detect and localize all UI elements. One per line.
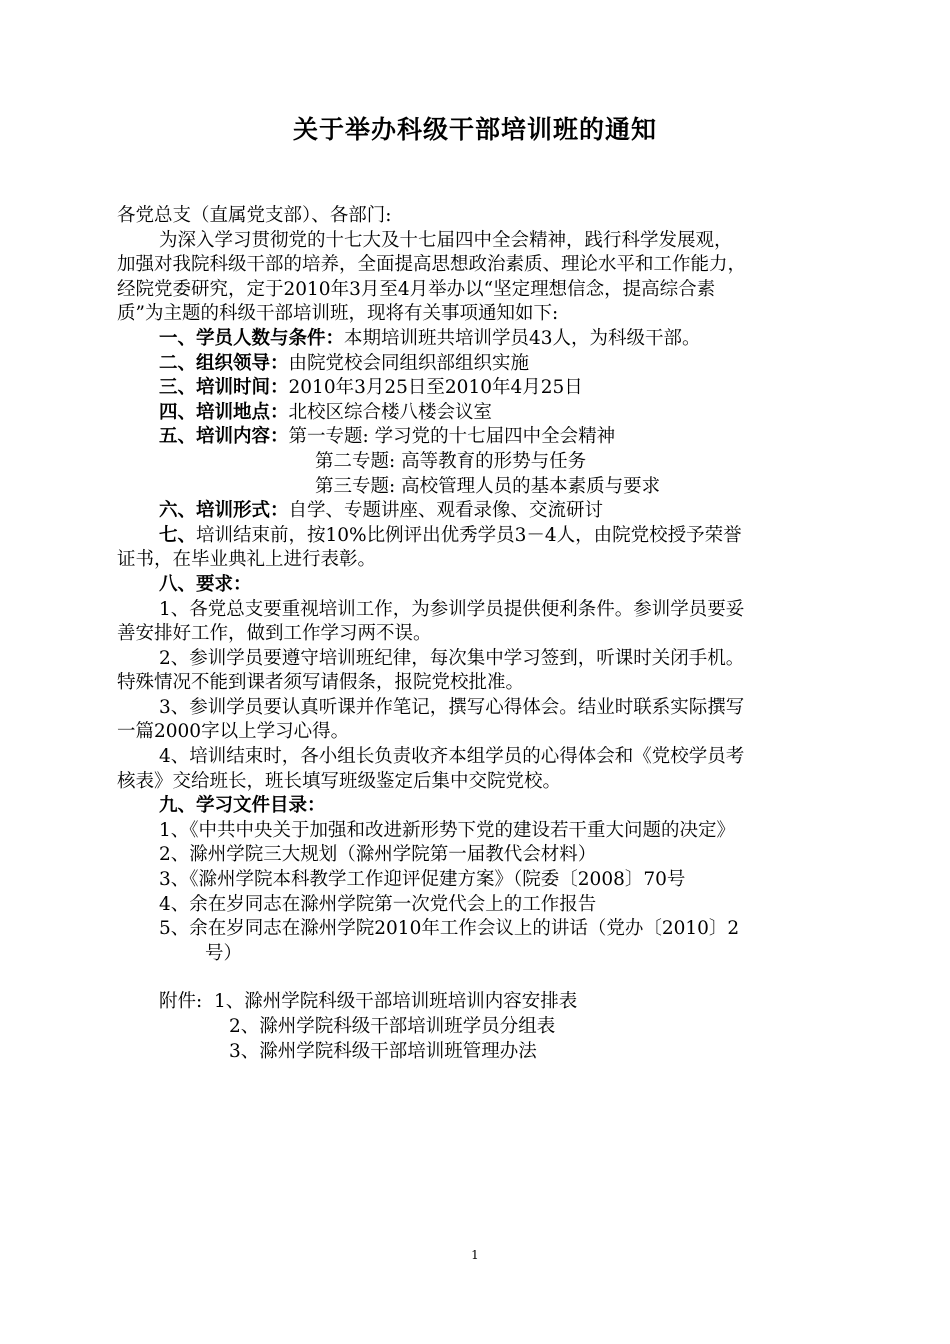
- topic: 第三专题: 高校管理人员的基本素质与要求: [315, 475, 661, 497]
- requirement: 2、参训学员要遵守培训班纪律，每次集中学习签到，听课时关闭手机。: [159, 647, 745, 669]
- document-list-item: 1、《中共中央关于加强和改进新形势下党的建设若干重大问题的决定》: [159, 819, 736, 841]
- item-one: [117, 327, 877, 352]
- document-list-item: 2、滁州学院三大规划（滁州学院第一届教代会材料）: [159, 844, 597, 866]
- document-title: 关于举办科级干部培训班的通知: [292, 115, 657, 144]
- topic: 第二专题: 高等教育的形势与任务: [315, 450, 587, 472]
- item-heading: 四、培训地点：: [159, 401, 289, 423]
- item-heading: 六、培训形式：: [159, 500, 289, 522]
- attachments: [117, 990, 877, 1015]
- item-text: 本期培训班共培训学员43人，为科级干部。: [344, 327, 701, 349]
- item-seven: [117, 524, 877, 549]
- intro-line: 为深入学习贯彻党的十七大及十七届四中全会精神，践行科学发展观，: [159, 229, 733, 251]
- item-text: 2010年3月25日至2010年4月25日: [288, 377, 583, 399]
- item-six: [117, 499, 877, 524]
- item-heading: 七、: [159, 524, 197, 546]
- item-five: [117, 425, 877, 450]
- document-list-item-continuation: 号）: [205, 942, 243, 964]
- document-list-item: 3、《滁州学院本科教学工作迎评促建方案》（院委〔2008〕70号: [159, 869, 686, 891]
- item-four: [117, 401, 877, 426]
- item-heading: 五、培训内容：: [159, 426, 289, 448]
- intro-line: 加强对我院科级干部的培养，全面提高思想政治素质、理论水平和工作能力，: [117, 254, 747, 276]
- item-text: 自学、专题讲座、观看录像、交流研讨: [288, 500, 604, 522]
- requirement: 核表》交给班长，班长填写班级鉴定后集中交院党校。: [117, 770, 562, 792]
- item-text: 证书，在毕业典礼上进行表彰。: [117, 549, 377, 571]
- item-eight-heading: 八、要求：: [159, 573, 252, 595]
- item-text: 北校区综合楼八楼会议室: [288, 401, 493, 423]
- attachment-item: 2、滁州学院科级干部培训班学员分组表: [229, 1016, 556, 1037]
- attachment-item: 3、滁州学院科级干部培训班管理办法: [229, 1040, 537, 1062]
- requirement: 善安排好工作，做到工作学习两不误。: [117, 623, 432, 645]
- item-text: 由院党校会同组织部组织实施: [288, 352, 530, 374]
- item-nine-heading: 九、学习文件目录：: [159, 795, 326, 817]
- attachment-item: 1、滁州学院科级干部培训班培训内容安排表: [214, 991, 578, 1013]
- requirement: 3、参训学员要认真听课并作笔记，撰写心得体会。结业时联系实际撰写: [159, 696, 745, 718]
- requirement: 4、培训结束时，各小组长负责收齐本组学员的心得体会和《党校学员考: [159, 746, 745, 768]
- attachments-label: 附件:: [159, 991, 203, 1013]
- document-list-item: 4、余在岁同志在滁州学院第一次党代会上的工作报告: [159, 893, 597, 915]
- item-heading: 三、培训时间：: [159, 377, 289, 399]
- topic: 第一专题: 学习党的十七届四中全会精神: [288, 426, 616, 448]
- intro-line: 经院党委研究，定于2010年3月至4月举办以“坚定理想信念，提高综合素: [117, 278, 716, 300]
- item-text: 培训结束前，按10%比例评出优秀学员3－4人，由院党校授予荣誉: [196, 524, 742, 546]
- requirement: 特殊情况不能到课者须写请假条，报院党校批准。: [117, 672, 525, 694]
- intro-line: 质”为主题的科级干部培训班，现将有关事项通知如下:: [117, 303, 559, 325]
- document-body: [117, 204, 877, 1064]
- document-list-item: 5、余在岁同志在滁州学院2010年工作会议上的讲话（党办〔2010〕2: [159, 918, 740, 940]
- item-heading: 二、组织领导：: [159, 352, 289, 374]
- item-heading: 一、学员人数与条件：: [159, 327, 345, 349]
- requirement: 1、各党总支要重视培训工作，为参训学员提供便利条件。参训学员要妥: [159, 598, 745, 620]
- item-two: [117, 352, 877, 377]
- salutation: 各党总支（直属党支部）、各部门:: [117, 205, 392, 226]
- item-three: [117, 376, 877, 401]
- requirement: 一篇2000字以上学习心得。: [117, 721, 350, 743]
- page-number: 1: [471, 1248, 479, 1262]
